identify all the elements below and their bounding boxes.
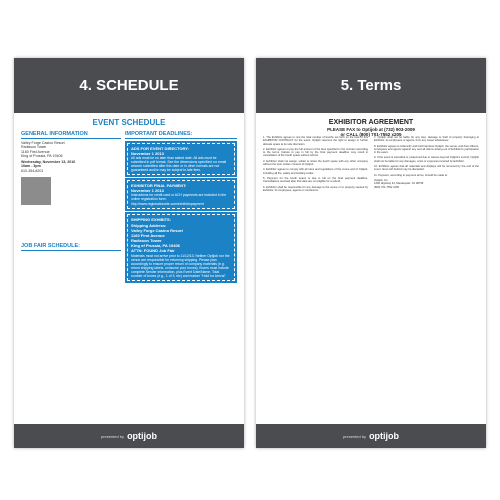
address-line: Valley Forge Casino Resort <box>131 227 183 233</box>
terms-page <box>256 58 486 448</box>
remit-line: Optijob, Inc. <box>374 178 389 182</box>
deadlines-heading: IMPORTANT DEADLINES: <box>125 131 193 137</box>
job-fair-heading: JOB FAIR SCHEDULE: <box>21 243 80 249</box>
clause: 3. Exhibitor shall not assign, sublet or share the booth space with any other company without the prior written consent of Optijob. <box>263 159 368 167</box>
call-line: or CALL (800) 701-7552 x205 <box>340 132 402 137</box>
venue-line: 1160 First Avenue <box>21 149 50 154</box>
general-info-heading: GENERAL INFORMATION <box>21 131 88 137</box>
ads-deadline-panel <box>125 141 237 177</box>
optijob-logo: optijob <box>127 431 158 441</box>
address-line: King of Prussia, PA 19406 <box>131 242 180 248</box>
shipping-address-label: Shipping Address: <box>131 222 167 228</box>
job-fair-schedule-section <box>21 243 121 253</box>
clause: 8. Exhibitor agrees to indemnify and hold harmless Optijob, the venue, and their officers, employees and agents against any and all claims arising out of Exhibitor's participation in the event. <box>374 144 479 155</box>
agreement-column-right <box>374 136 479 401</box>
panel-date: November 1 2013 <box>131 151 164 156</box>
panel-title: SHIPPING EXHIBITS: <box>131 216 172 222</box>
venue-line: Radisson Tower <box>21 145 47 150</box>
divider <box>125 138 237 139</box>
clause: 1. The Exhibitor agrees to rent the total number of booths set forth on the face of this EXHIBITOR CONTRACT for the event. Optijob reserves the right to assign or further allocate space at its sole discretion. <box>263 136 368 146</box>
clause: 10. Exhibitor agrees that all materials and displays will be removed by the end of the event. Items left behind may be discarded. <box>374 165 479 172</box>
exhibitor-agreement-title: EXHIBITOR AGREEMENT <box>328 119 414 126</box>
schedule-columns <box>14 131 244 431</box>
presented-by-label: presented by <box>342 433 367 439</box>
payment-deadline-panel <box>125 178 237 210</box>
venue-line: Valley Forge Casino Resort <box>21 141 65 145</box>
address-line: Radisson Tower <box>131 237 162 243</box>
optijob-logo: optijob <box>369 431 400 441</box>
presented-by-label: presented by <box>100 433 125 439</box>
divider <box>21 138 121 139</box>
address-line: 1160 First Avenue <box>131 232 165 238</box>
panel-text: All ads must be no later than stated date. All ads must be submitted in pdf format. See the dimensions specified; no email artwork submitted after this date or in other formats are not guaranteed and/or may be subject to late fees. <box>131 156 227 173</box>
clause: 7. Optijob shall not be liable for any loss, damage or theft of property belonging to Exhibitor, its employees or agents, from any cause whatsoever. <box>374 136 479 143</box>
event-schedule-title: EVENT SCHEDULE <box>92 118 166 127</box>
agreement-text <box>263 136 479 401</box>
divider <box>21 250 121 251</box>
clause: 5. Payment for the booth space is due in full on the final payment deadline. Cancellations received after that date are not eligible for a refund. <box>263 176 368 184</box>
clause: 2. Exhibitor agrees to pay the full amount of the fees specified in the contract according to the terms. Failure to pay in full by the final payment deadline may result in cancellation of the booth space without refund. <box>263 147 368 158</box>
shipping-panel <box>125 212 237 284</box>
schedule-header: 4. SCHEDULE <box>14 58 244 113</box>
event-date: Wednesday, November 13, 2016 <box>21 160 76 165</box>
remit-line: 1200 Highway 34, Manasquan, NJ 08736 <box>374 182 424 186</box>
panel-date: November 1 2013 <box>131 188 164 194</box>
panel-title: ADS FOR EVENT DIRECTORY: <box>131 146 189 151</box>
schedule-page <box>14 58 244 448</box>
clause: 9. If the event is cancelled or postponed due to causes beyond Optijob's control, Optijob shall not be liable for any damages, costs or expenses incurred by Exhibitor. <box>374 156 479 163</box>
general-info-column <box>21 131 121 249</box>
panel-title: EXHIBITOR FINAL PAYMENT: <box>131 183 187 189</box>
map-placeholder-image <box>21 177 51 205</box>
panel-text: Instructions for credit card or ACH payments are included in the online registration form: http://www.registrationsite.com/exhibitorpayment <box>131 193 227 206</box>
venue-phone: 610-354-8201 <box>21 168 44 173</box>
fax-line: PLEASE FAX to Optijob at (732) 903-2009 <box>327 127 415 132</box>
agreement-column-left <box>263 136 368 401</box>
panel-text: Materials must not arrive prior to 11/12/13. Neither Optijob nor the venue are responsible for returning shipping. Please plan accordingly to ensure proper return of company materials (e.g. return shipping labels, consume your boxes). Boxes must include complete Sender information, plus Event Date/Name. Total number of boxes (e.g., 1 of 3, etc) and marker "Hold for Arrival" <box>131 253 230 279</box>
event-time: 10am - 3pm <box>21 164 41 169</box>
venue-line: King of Prussia, PA 19406 <box>21 153 63 158</box>
remit-line: (800) 701-7552 x205 <box>374 185 399 189</box>
clause: 6. Exhibitor shall be responsible for any damage to the venue or to property caused by Exhibitor, its employees, agents or contractors. <box>263 185 368 192</box>
clause: 4. Exhibitor agrees to comply with all rules and regulations of the venue and of Optijob, including all fire, safety and building codes. <box>263 168 368 175</box>
address-line: ATTN: FOUND Job Fair <box>131 247 175 253</box>
clause: 11. Payment, according to payment terms, should be made to: <box>374 173 448 177</box>
page-footer <box>14 424 244 448</box>
terms-header: 5. Terms <box>256 58 486 113</box>
page-footer <box>256 424 486 448</box>
deadlines-column <box>125 131 237 284</box>
